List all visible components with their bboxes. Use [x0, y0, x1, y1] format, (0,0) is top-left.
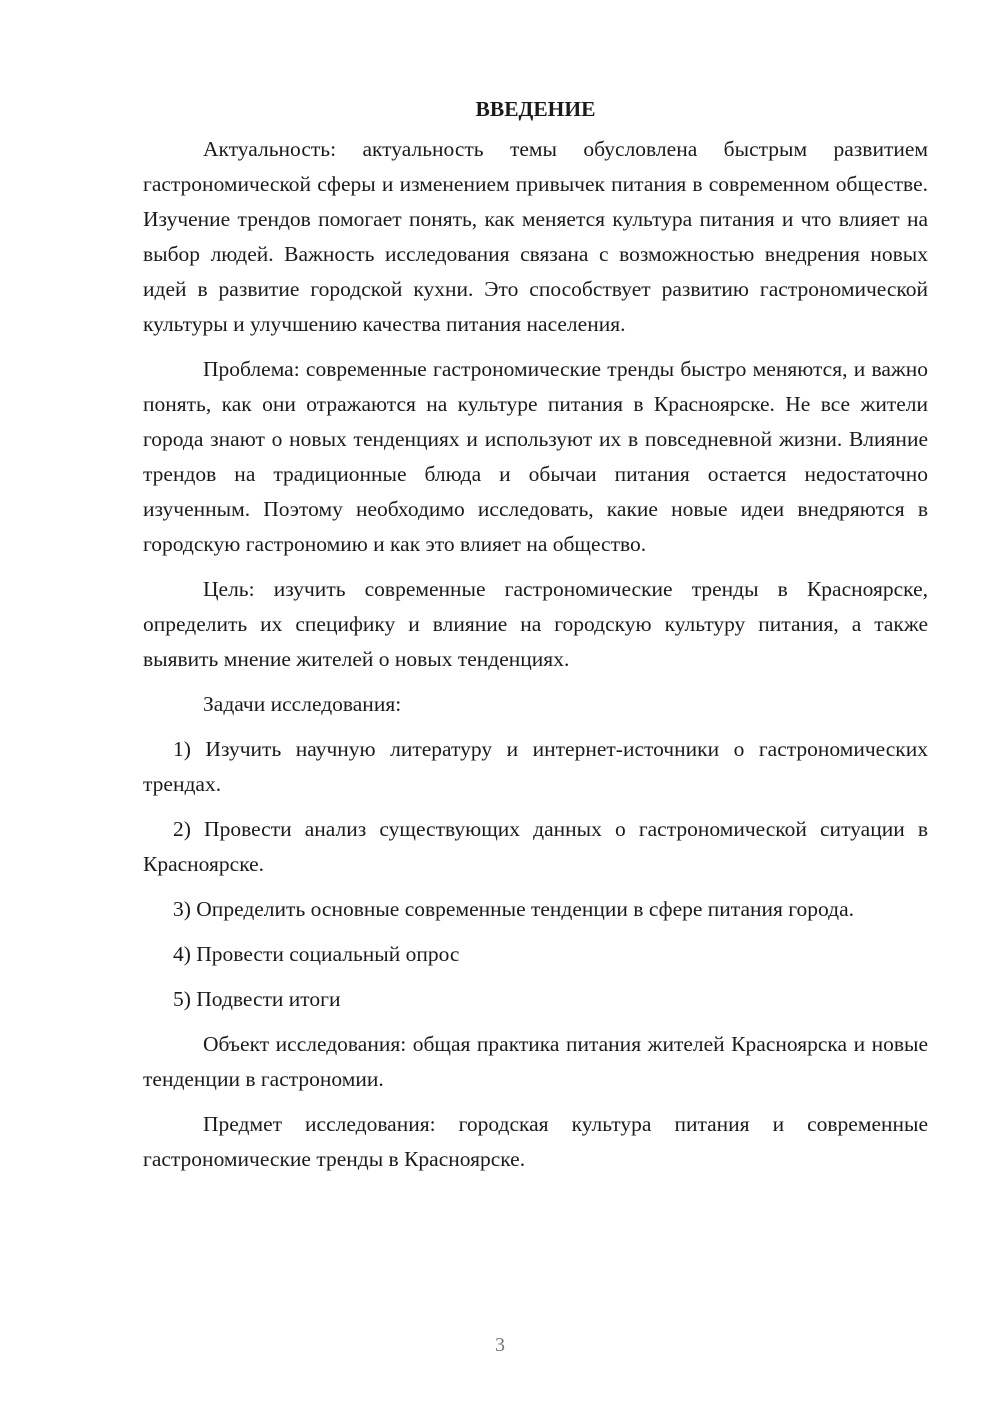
paragraph-tasks-heading: Задачи исследования: — [203, 692, 402, 716]
task-item-4: 4) Провести социальный опрос — [173, 942, 460, 966]
page-title: ВВЕДЕНИЕ — [475, 97, 596, 121]
paragraph-goal: Цель: изучить современные гастрономические тренды в Красноярске, определить их специфику и влияние на городскую культуру питания, а также выявить мнение жителей о новых тенденциях. — [143, 577, 928, 671]
paragraph-relevance: Актуальность: актуальность темы обусловлена быстрым развитием гастрономической сферы и изменением привычек питания в современном обществе. Изучение трендов помогает понять, как меняется культура питания и что влияет на выбор людей. Важность исследования связана с возможностью внедрения новых идей в развитие городской кухни. Это способствует развитию гастрономической культуры и улучшению качества питания населения. — [143, 137, 928, 336]
task-item-5: 5) Подвести итоги — [173, 987, 341, 1011]
paragraph-subject: Предмет исследования: городская культура питания и современные гастрономические тренды в Красноярске. — [143, 1112, 928, 1171]
paragraph-object: Объект исследования: общая практика питания жителей Красноярска и новые тенденции в гастрономии. — [143, 1032, 928, 1091]
task-item-1: 1) Изучить научную литературу и интернет-источники о гастрономических трендах. — [143, 737, 928, 796]
paragraph-problem: Проблема: современные гастрономические тренды быстро меняются, и важно понять, как они отражаются на культуре питания в Красноярске. Не все жители города знают о новых тенденциях и используют их в повседневной жизни. Влияние трендов на традиционные блюда и обычаи питания остается недостаточно изученным. Поэтому необходимо исследовать, какие новые идеи внедряются в городскую гастрономию и как это влияет на общество. — [143, 357, 928, 556]
page-number: 3 — [495, 1334, 505, 1356]
page-content — [143, 92, 928, 1187]
task-item-3: 3) Определить основные современные тенденции в сфере питания города. — [173, 897, 855, 921]
task-item-2: 2) Провести анализ существующих данных о гастрономической ситуации в Красноярске. — [143, 817, 928, 876]
